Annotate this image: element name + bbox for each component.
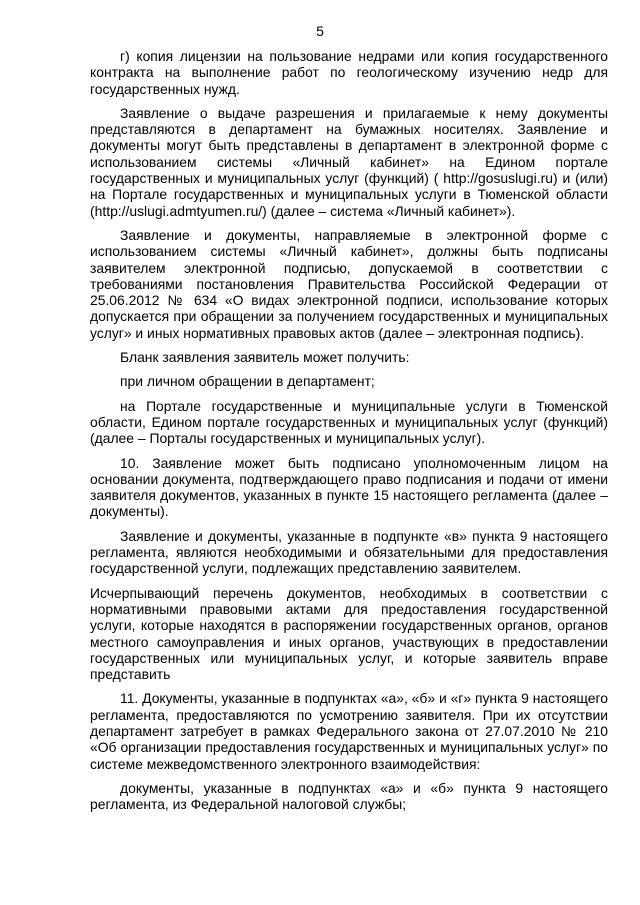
paragraph-item-10: 10. Заявление может быть подписано уполномоченным лицом на основании документа, подтверждающего право подписания и подачи от имени заявителя документов, указанных в пункте 15 настоящего регламента (далее – документы).: [90, 454, 608, 520]
paragraph-portals: на Портале государственные и муниципальные услуги в Тюменской области, Едином портале государственных и муниципальных услуг (функций) (далее – Порталы государственных и муниципальных услуг).: [90, 397, 608, 447]
paragraph-personal-visit: при личном обращении в департамент;: [120, 373, 375, 390]
paragraph-tax-service: документы, указанные в подпунктах «а» и «б» пункта 9 настоящего регламента, из Федеральной налоговой службы;: [90, 779, 608, 813]
paragraph-exhaustive-list-heading: Исчерпывающий перечень документов, необходимых в соответствии с нормативными правовыми актами для предоставления государственной услуги, которые находятся в распоряжении государственных органов, органов местного самоуправления и иных органов, участвующих в предоставлении государственных или муниципальных услуг, и которые заявитель вправе представить: [90, 584, 608, 683]
paragraph-required-documents: Заявление и документы, указанные в подпункте «в» пункта 9 настоящего регламента, являются необходимыми и обязательными для предоставления государственной услуги, подлежащих представлению заявителем.: [90, 527, 608, 577]
paragraph-electronic-signature: Заявление и документы, направляемые в электронной форме с использованием системы «Личный кабинет», должны быть подписаны заявителем электронной подписью, допускаемой в соответствии с требованиями постановления Правительства Российской Федерации от 25.06.2012 № 634 «О видах электронной подписи, использование которых допускается при обращении за получением государственных и муниципальных услуг» и иных нормативных правовых актов (далее – электронная подпись).: [90, 226, 608, 341]
paragraph-item-11: 11. Документы, указанные в подпунктах «а», «б» и «г» пункта 9 настоящего регламента, предоставляются по усмотрению заявителя. При их отсутствии департамент затребует в рамках Федерального закона от 27.07.2010 № 210 «Об организации предоставления государственных и муниципальных услуг» по системе межведомственного электронного взаимодействия:: [90, 690, 608, 772]
page-number: 5: [316, 23, 324, 39]
document-body: [90, 48, 608, 820]
paragraph-form-obtain-intro: Бланк заявления заявитель может получить:: [120, 349, 410, 366]
paragraph-license-copy: г) копия лицензии на пользование недрами или копия государственного контракта на выполнение работ по геологическому изучению недр для государственных нужд.: [90, 48, 608, 97]
paragraph-application-submission: Заявление о выдаче разрешения и прилагаемые к нему документы представляются в департамент на бумажных носителях. Заявление и документы могут быть представлены в департамент в электронной форме с использованием системы «Личный кабинет» на Едином портале государственных и муниципальных услуг (функций) ( http://gosuslugi.ru) и (или) на Портале государственных и муниципальных услуги в Тюменской области (http://uslugi.admtyumen.ru/) (далее – система «Личный кабинет»).: [90, 104, 608, 219]
